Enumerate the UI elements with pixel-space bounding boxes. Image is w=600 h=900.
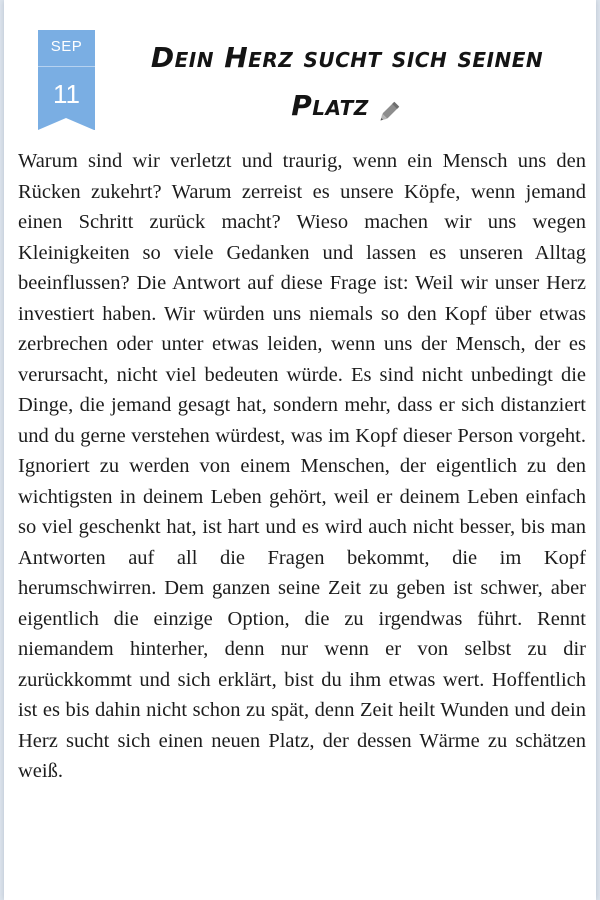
post-title-text: Dein Herz sucht sich seinen Platz <box>150 41 544 122</box>
date-badge <box>38 30 95 130</box>
post-title <box>122 34 572 130</box>
date-month: SEP <box>50 38 83 55</box>
date-day: 11 <box>53 79 80 109</box>
post-body: Warum sind wir verletzt und traurig, wenn ein Mensch uns den Rücken zukehrt? Warum zerreist es unsere Köpfe, wenn jemand einen Schritt zurück macht? Wieso machen wir uns wegen Kleinigkeiten so viele Gedanken und lassen es unseren Alltag beeinflussen? Die Antwort auf diese Frage ist: Weil wir unser Herz investiert haben. Wir würden uns niemals so den Kopf über etwas zerbrechen oder unter etwas leiden, wenn uns der Mensch, der es verursacht, nicht viel bedeuten würde. Es sind nicht unbedingt die Dinge, die jemand gesagt hat, sondern mehr, dass er sich distanziert und du gerne verstehen würdest, was im Kopf dieser Person vorgeht. Ignoriert zu werden von einem Menschen, der eigentlich zu den wichtigsten in deinem Leben gehört, weil er deinem Leben einfach so viel geschenkt hat, ist hart und es wird auch nicht besser, bis man Antworten auf all die Fragen bekommt, die im Kopf herumschwirren. Dem ganzen seine Zeit zu geben ist schwer, aber eigentlich die einzige Option, die zu irgendwas führt. Rennt niemandem hinterher, denn nur wenn er von selbst zu dir zurückkommt und sich erklärt, bist du ihm etwas wert. Hoffentlich ist es bis dahin nicht schon zu spät, denn Zeit heilt Wunden und dein Herz sucht sich einen neuen Platz, der dessen Wärme zu schätzen weiß. <box>18 150 586 782</box>
post-card <box>4 0 596 900</box>
date-divider <box>38 66 95 67</box>
pencil-icon[interactable] <box>375 93 403 121</box>
